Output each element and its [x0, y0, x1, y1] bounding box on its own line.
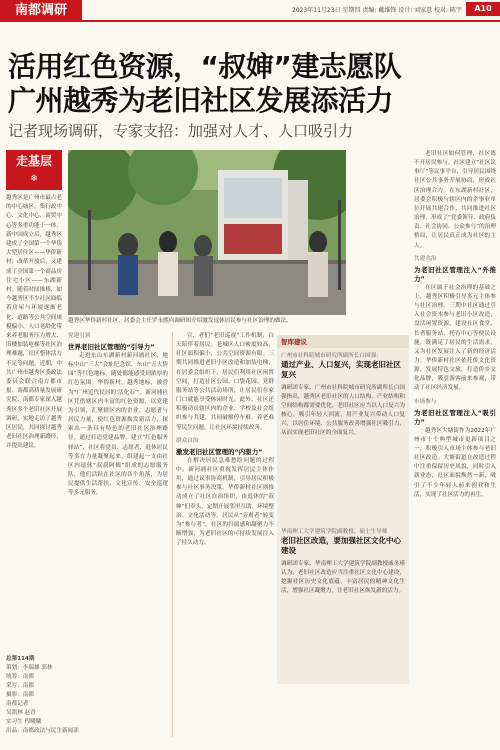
tag-label: 走基层: [15, 154, 52, 168]
col1-title: 世界老旧社区管理的“引导力”: [68, 343, 155, 351]
col4-title: 为老旧社区管理注入“外推力”: [414, 265, 496, 283]
credit-line: 采写：南都: [6, 683, 34, 689]
expert-2-intro: 华南理工大学建筑学院副教授、硕士生导师: [281, 529, 388, 535]
col1-kicker: 党建引领: [68, 333, 91, 339]
column-divider: [172, 332, 173, 737]
credit-line: 统筹：南都: [6, 674, 34, 680]
think-tank-header: 智库建议: [277, 335, 409, 348]
page-number: A10: [466, 2, 500, 16]
col2-kicker: 群众自治: [176, 437, 199, 444]
lead-sidebar: [6, 150, 79, 740]
credit-line: 摄影：南都: [6, 692, 34, 698]
col1-body: 走进东山东湖新村新河浦社区，地标中山“三大”会址纪念馆，东山“五大侨园”等红色地标，随处都能感受到浓厚的红色氛围。华侨新村，越秀地标，被誉为“广州近代民居的‘活化石’”。新河浦社区凭借辖区内丰富的红色资源，以党建为引领，汇聚辖区内的企业、志愿者与居民力量，使红色资源焕发新活力，探索出一条具有特色的老旧社区治理路径。通过打造党建品牌、建立“红色服务驿站”，社区将党员、志愿者、退休居民等多方力量凝聚起来，组建起一支由社区内退休“叔叔阿姨”组成的志愿服务队，他们活跃在社区的各个角落，为居民提供生活帮扶、文化宣传、安全巡逻等多元服务。: [68, 353, 168, 497]
header-rule: [0, 20, 500, 22]
expert-1-quote: 调研团专家、广州市社科院城市研究所副所长白国强指出，越秀区老旧社区的人口结构、产业结构和空间结构都需要优化。老旧社区应当以人口复兴为核心，吸引年轻人回流，用产业复兴带动人口复兴，以居住环境、公共服务改善增强社区吸引力，从而实现老旧社区的全面复兴。: [281, 385, 405, 436]
expert-1-intro: 广州市社科院城市研究所副所长白国强：: [281, 353, 382, 359]
issue-meta: 2023年11月23日 星期四 责编: 戴维锋 设计: 刘家意 校对: 陈宇: [292, 7, 462, 14]
column-4: [414, 150, 496, 740]
credits-block: [6, 655, 79, 736]
expert-2-quote: 调研团专家、华南理工大学建筑学院副教授戚冬瑾认为，老旧社区改造应当注重社区文化中心建设，挖掘社区历史文化底蕴，丰富居民的精神文化生活，增强社区凝聚力，让老旧社区焕发新的活力。: [281, 561, 405, 594]
zoujiceng-tag: [6, 150, 62, 190]
headline-line-1: 活用红色资源，“叔婶”建志愿队: [8, 50, 402, 83]
col4-kicker: 共建共治: [414, 255, 437, 262]
column-1: [68, 332, 168, 737]
col4-kicker-2: 市场参与: [414, 398, 437, 405]
lead-paragraph: 越秀区是广州市最古老的中心城区，集行政中心、文化中心、商贸中心等多重功能于一体。新中国成立后，越秀区建成了全国第一个华侨大型居住区——华侨新村；改革开放后，又建成了全国第一个商品房住宅小区——东湖新村。随着时间推移，如今越秀区不少社区面临着房屋与环境逐渐老化、道路等公共空间规模偏小、人口老龄化带来养老服务压力增大、旧楼加装电梯等社区治理难题，社区整体活力不足等问题。近期，中共广州市越秀区委政法委员会联合南方都市报、南都高质量发展研究院、南都专家深入越秀区多个老旧社区开展调研，实地走访了越秀区居民，共同探讨越秀老旧社区治理新路径，并提出建议。: [6, 195, 62, 450]
snowflake-icon: ❄: [30, 174, 38, 184]
think-tank-content: [277, 348, 409, 684]
credit-line: 出品：南都政法与民生新闻部: [6, 728, 79, 734]
credit-line: 策划：李瑞雄 郭林: [6, 665, 53, 671]
col2-body: 宣，者们“老旧巡视”工作机制，白天陪伴着居民。老城区人口密度较高，社区面积偏小，公共空间资源有限。三期共同推进老旧小区改造和加装电梯，在居委会组织下，居民们利用社区闲置空间，打造社区公园、口袋花园、党群服务站等公共活动场所，让居民们在家门口就能享受休闲时光。此外，社区还积极动员辖区内的企业、学校及社会组织参与共建，共同破解停车难、养老难等民生问题，让社区环境持续改善。: [176, 333, 274, 431]
subheadline: 记者现场调研，专家支招：加强对人才、人口吸引力: [8, 122, 354, 140]
col4-title-2: 为老旧社区管理注入“吸引力”: [414, 408, 496, 426]
headline-line-2: 广州越秀为老旧社区发展添活力: [8, 84, 394, 117]
headline: [8, 50, 498, 118]
column-2: [176, 332, 274, 737]
col2-title: 激发老旧社区管理的“内驱力”: [176, 447, 263, 456]
think-tank-box: [277, 335, 409, 735]
credit-line: 实习生 程曦曦: [6, 719, 42, 725]
page-header: [0, 0, 500, 22]
photo-caption: 越秀区华侨新村社区，居委会主任罗永熙向调研团介绍激发退休居民参与社区治理的做法。: [68, 318, 292, 324]
credit-line: 南都记者: [6, 701, 29, 707]
credit-line: 总第114期: [6, 656, 35, 662]
col4-body-2: 在区属干社会治理的基础之上，越秀区积极引导多元主体参与社区治理。三期中社区通过引入社会资本参与老旧小区改造，盘活闲置资源，建设社区食堂、长者服务站、托育中心等便民设施，既满足了居民的生活需求，又为社区发展注入了新的经济活力。华侨新村社区依托侨文化资源，发展特色文旅，打造侨乡文化品牌，吸引游客前来参观，带动了社区经济发展。: [414, 284, 496, 392]
col4-body: 老旧社区如何管理，社区离不开居民参与。社区建立“社区议事厅”等议事平台，引导居民围绕社区公共事务开展协商，形成社区治理合力。在东湖新村社区，居委会积极与辖区内的企事业单位开展共建合作，共同推进社区治理，形成了“党委领导、政府负责、社会协同、公众参与”的治理格局，让居民真正成为社区的主人。: [414, 151, 496, 249]
col2-body-2: 在解决居民急难愁盼问题的过程中，新河浦社区重视发挥居民主体作用，通过议事协商机制，引导居民积极参与社区事务决策。华侨新村社区则推动成立了社区自治组织，由退休的“叔婶”们牵头，定期开展邻里互助、环境整治、文化活动等，居民从“旁观者”转变为“参与者”，社区的归属感和凝聚力不断增强，为老旧社区的可持续发展注入了持久动力。: [176, 457, 274, 547]
expert-1-title: 通过产业、人口复兴，实现老旧社区复兴: [281, 360, 401, 379]
credit-line: 吴凯林 赵青: [6, 710, 36, 716]
news-photo: [68, 150, 346, 315]
col4-body-3: 越秀区大塘街作为2022年广州市十个典型城市更新项目之一，积极引入市场主体参与老旧社区改造。大塘街道在改造过程中注重保留历史风貌，同时引入新业态，社区面貌焕然一新，吸引了不少年轻人前来创业和生活，实现了社区活力的再生。: [414, 427, 496, 498]
photo-illustration: [68, 150, 346, 315]
expert-2-title: 老旧社区改造，要加强社区文化中心建设: [281, 536, 401, 555]
section-name: 南都调研: [0, 0, 82, 22]
